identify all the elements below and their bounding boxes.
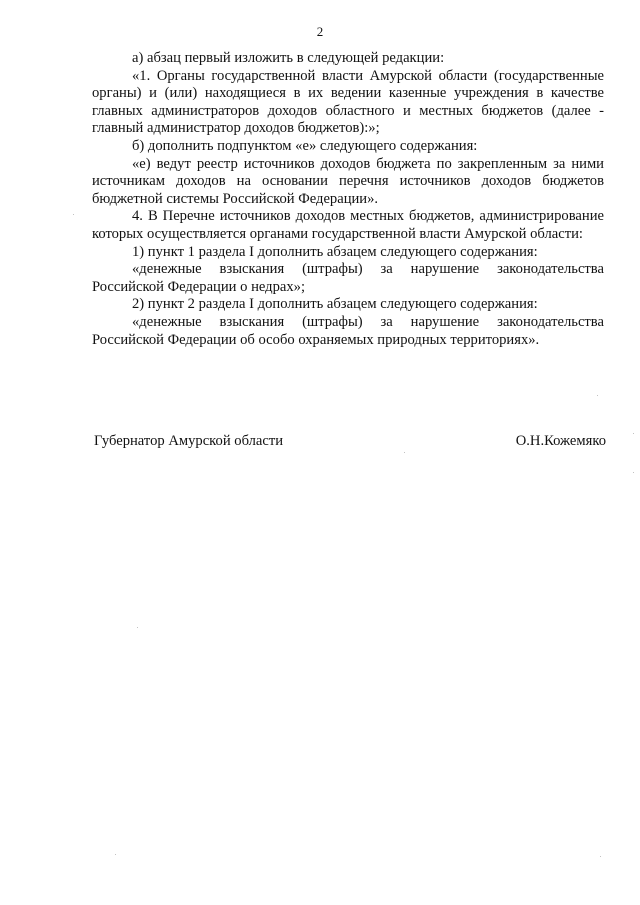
scan-speck (600, 856, 601, 857)
paragraph-item-b: б) дополнить подпунктом «е» следующего содержания: (132, 137, 478, 154)
scan-speck (137, 627, 138, 628)
page-number: 2 (316, 24, 324, 39)
paragraph-item-4: 4. В Перечне источников доходов местных бюджетов, администрирование которых осуществляется органами государственной власти Амурской области: (92, 208, 604, 242)
scan-speck (115, 854, 116, 855)
scan-speck (73, 214, 74, 215)
paragraph-item-a: а) абзац первый изложить в следующей редакции: (132, 50, 445, 66)
scan-speck (633, 472, 634, 473)
signatory-name: О.Н.Кожемяко (515, 433, 606, 449)
paragraph-quote-organs: «1. Органы государственной власти Амурской области (государственные органы) и (или) находящиеся в их ведении казенные учреждения в качестве главных администраторов доходов областного и местных бюджетов (далее - главный администратор доходов бюджетов):»; (92, 67, 604, 137)
paragraph-quote-subsoil: «денежные взыскания (штрафы) за нарушение законодательства Российской Федерации о недрах»; (92, 261, 604, 295)
scan-speck (633, 433, 634, 434)
signatory-position: Губернатор Амурской области (94, 433, 284, 449)
paragraph-subitem-1: 1) пункт 1 раздела I дополнить абзацем следующего содержания: (132, 243, 538, 260)
document-body (92, 50, 604, 349)
signature-block (94, 432, 606, 450)
paragraph-quote-protected-areas: «денежные взыскания (штрафы) за нарушение законодательства Российской Федерации об особо охраняемых природных территориях». (92, 313, 604, 348)
paragraph-quote-registry: «е) ведут реестр источников доходов бюджета по закрепленным за ними источникам доходов на основании перечня источников доходов бюджетов бюджетной системы Российской Федерации». (92, 155, 604, 207)
scan-speck (404, 452, 405, 453)
paragraph-subitem-2: 2) пункт 2 раздела I дополнить абзацем следующего содержания: (132, 296, 538, 313)
scan-speck (597, 395, 598, 396)
